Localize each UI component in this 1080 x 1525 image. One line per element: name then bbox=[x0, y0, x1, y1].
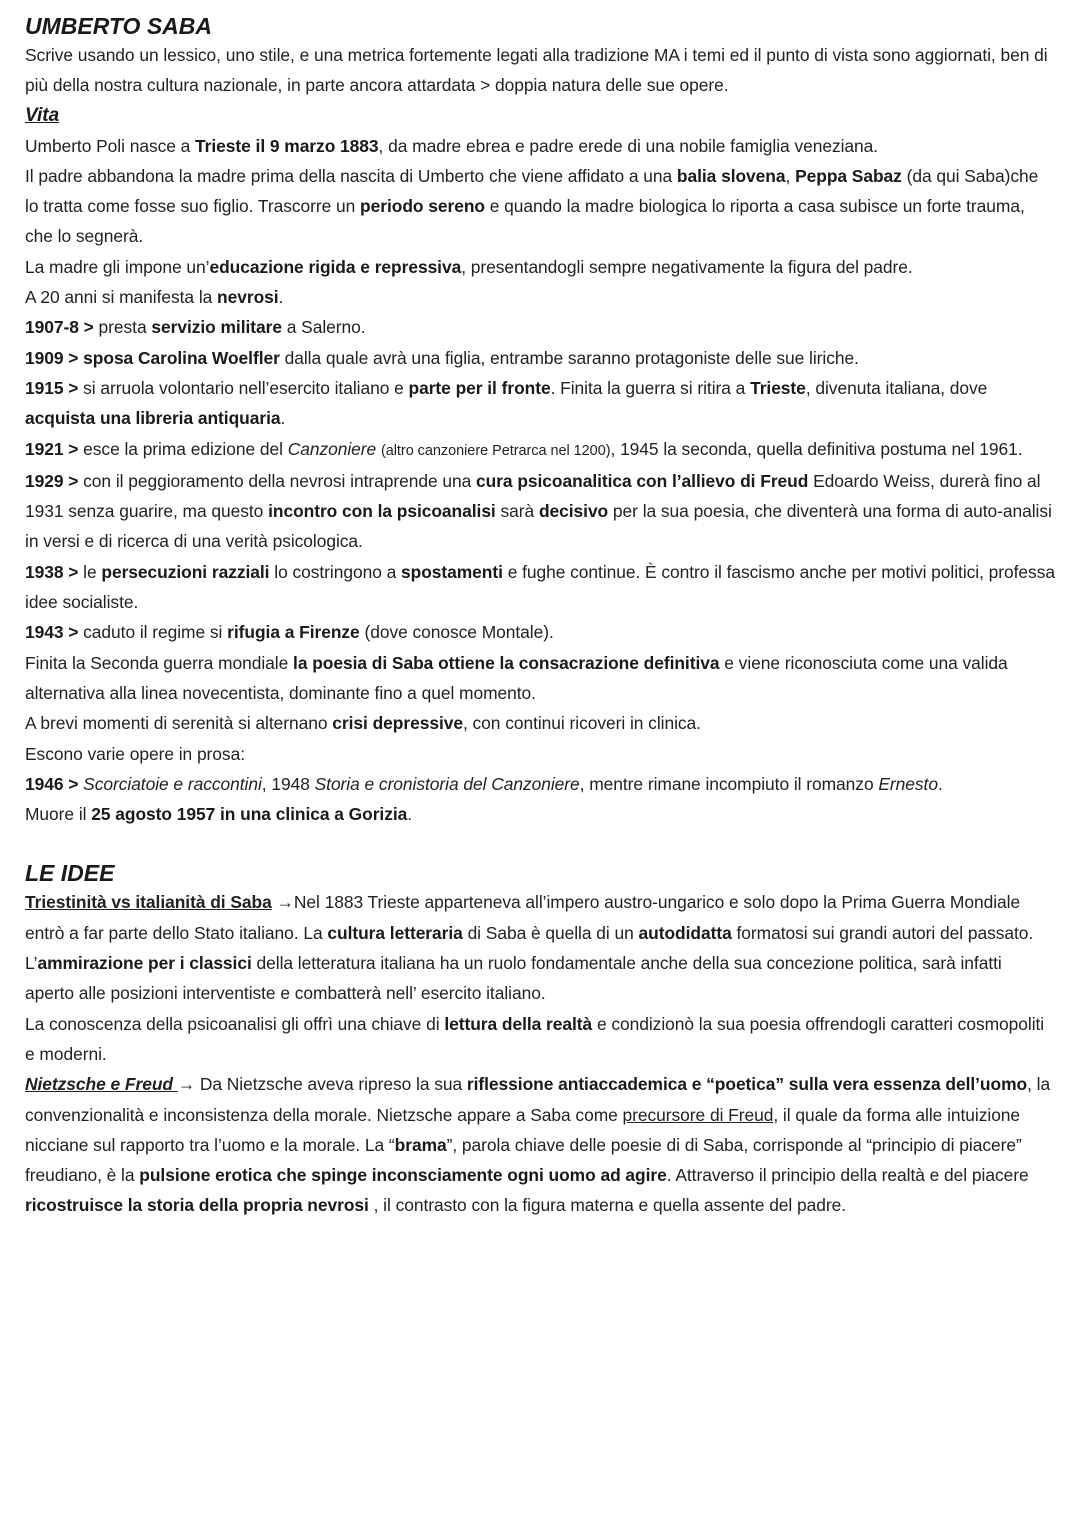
vita-1915: 1915 > si arruola volontario nell’esercito italiano e parte per il fronte. Finita la guerra si ritira a Trieste, divenuta italiana, dove acquista una libreria antiquaria. bbox=[25, 377, 988, 429]
document bbox=[25, 12, 1055, 1221]
vita-1909: 1909 > sposa Carolina Woelfler dalla quale avrà una figlia, entrambe saranno protagoniste delle sue liriche. bbox=[25, 347, 859, 368]
subheading-triestinita: Triestinità vs italianità di Saba bbox=[25, 892, 272, 913]
vita-childhood: Il padre abbandona la madre prima della nascita di Umberto che viene affidato a una balia slovena, Peppa Sabaz (da qui Saba)che lo tratta come fosse suo figlio. Trascorre un periodo sereno e quando la madre biologica lo riporta a casa subisce un forte trauma, che lo segnerà. bbox=[25, 165, 1039, 247]
vita-1938: 1938 > le persecuzioni razziali lo costringono a spostamenti e fughe continue. È contro il fascismo anche per motivi politici, professa idee socialiste. bbox=[25, 561, 1055, 613]
section-heading-idee: LE IDEE bbox=[25, 860, 115, 887]
vita-1907: 1907-8 > presta servizio militare a Salerno. bbox=[25, 317, 366, 338]
vita-postwar: Finita la Seconda guerra mondiale la poesia di Saba ottiene la consacrazione definitiva e viene riconosciuta come una valida alternativa alla linea novecentista, dominante fino a quel momento. bbox=[25, 652, 1008, 703]
vita-prose: Escono varie opere in prosa: bbox=[25, 743, 245, 764]
vita-depression: A brevi momenti di serenità si alternano crisi depressive, con continui ricoveri in clinica. bbox=[25, 713, 701, 734]
vita-1943: 1943 > caduto il regime si rifugia a Firenze (dove conosce Montale). bbox=[25, 622, 554, 643]
subheading-nietzsche-freud: Nietzsche e Freud bbox=[25, 1074, 178, 1095]
vita-birth: Umberto Poli nasce a Trieste il 9 marzo 1883, da madre ebrea e padre erede di una nobile famiglia veneziana. bbox=[25, 135, 879, 156]
vita-death: Muore il 25 agosto 1957 in una clinica a Gorizia. bbox=[25, 804, 413, 825]
document-title: UMBERTO SABA bbox=[25, 13, 212, 39]
idee-nietzsche-freud: Nietzsche e Freud → Da Nietzsche aveva ripreso la sua riflessione antiaccademica e “poetica” sulla vera essenza dell’uomo, la convenzionalità e inconsistenza della morale. Nietzsche appare a Saba come precursore di Freud, il quale da forma alle intuizione nicciane sul rapporto tra l’uomo e la morale. La “brama”, parola chiave delle poesie di di Saba, corrisponde al “principio di piacere” freudiano, è la pulsione erotica che spinge inconsciamente ogni uomo ad agire. Attraverso il principio della realtà e del piacere ricostruisce la storia della propria nevrosi , il contrasto con la figura materna e quella assente del padre. bbox=[25, 1074, 1051, 1216]
idee-psicoanalisi: La conoscenza della psicoanalisi gli offrì una chiave di lettura della realtà e condizionò la sua poesia offrendogli caratteri cosmopoliti e moderni. bbox=[25, 1013, 1045, 1064]
vita-1929: 1929 > con il peggioramento della nevrosi intraprende una cura psicoanalitica con l’allievo di Freud Edoardo Weiss, durerà fino al 1931 senza guarire, ma questo incontro con la psicoanalisi sarà decisivo per la sua poesia, che diventerà una forma di auto-analisi in versi e di ricerca di una verità psicologica. bbox=[25, 470, 1052, 552]
idee-triestinita: Triestinità vs italianità di Saba →Nel 1883 Trieste apparteneva all’impero austro-ungarico e solo dopo la Prima Guerra Mondiale entrò a far parte dello Stato italiano. La cultura letteraria di Saba è quella di un autodidatta formatosi sui grandi autori del passato. L’ammirazione per i classici della letteratura italiana ha un ruolo fondamentale anche della sua concezione politica, sarà infatti aperto alle posizioni interventiste e combatterà nell’ esercito italiano. bbox=[25, 892, 1034, 1004]
vita-education: La madre gli impone un’educazione rigida e repressiva, presentandogli sempre negativamente la figura del padre. bbox=[25, 256, 913, 277]
vita-1946: 1946 > Scorciatoie e raccontini, 1948 Storia e cronistoria del Canzoniere, mentre rimane incompiuto il romanzo Ernesto. bbox=[25, 773, 943, 794]
vita-1921: 1921 > esce la prima edizione del Canzoniere (altro canzoniere Petrarca nel 1200), 1945 la seconda, quella definitiva postuma nel 1961. bbox=[25, 438, 1023, 459]
section-heading-vita: Vita bbox=[25, 104, 60, 126]
intro-paragraph: Scrive usando un lessico, uno stile, e una metrica fortemente legati alla tradizione MA i temi ed il punto di vista sono aggiornati, ben di più della nostra cultura nazionale, in parte ancora attardata > doppia natura delle sue opere. bbox=[25, 45, 1048, 96]
vita-neurosis: A 20 anni si manifesta la nevrosi. bbox=[25, 287, 284, 308]
